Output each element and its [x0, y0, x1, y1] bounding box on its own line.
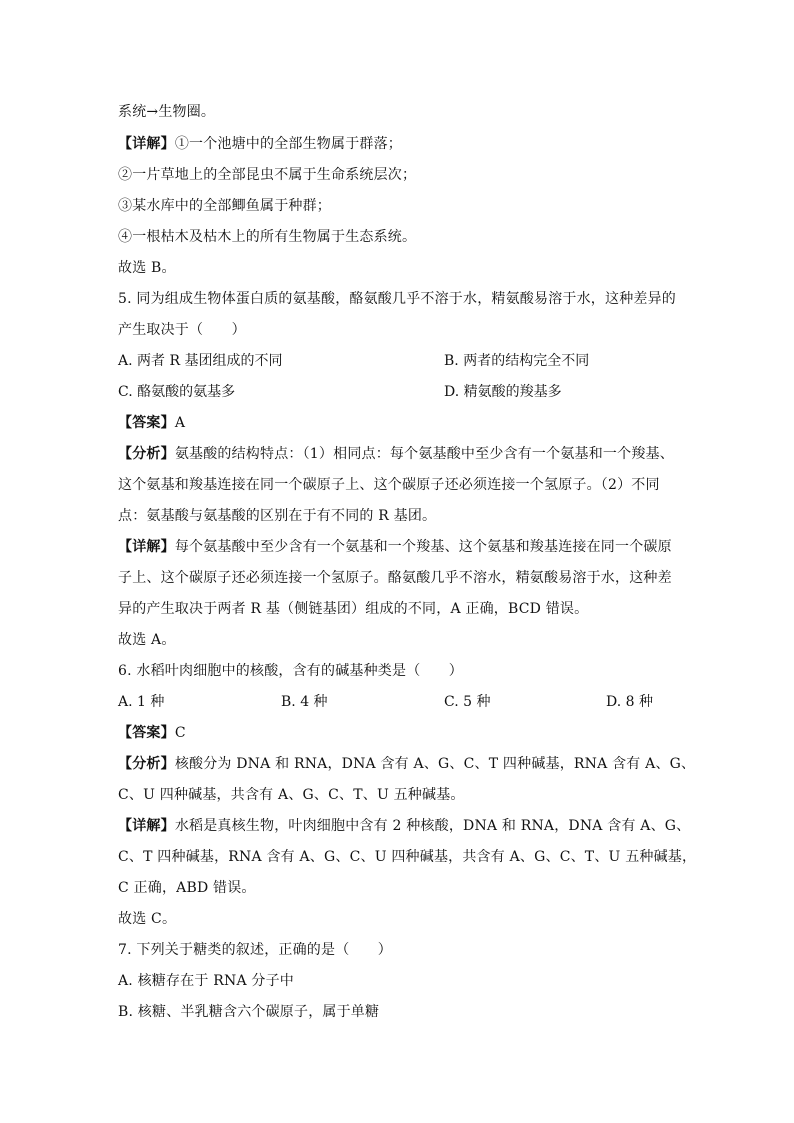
question-6-option-a: A. 1 种 — [118, 694, 165, 710]
text-line: C 正确，ABD 错误。 — [118, 880, 256, 896]
text-line: 点：氨基酸与氨基酸的区别在于有不同的 R 基团。 — [118, 508, 437, 524]
question-6-answer — [118, 723, 186, 743]
text-span: 核酸分为 DNA 和 RNA，DNA 含有 A、G、C、T 四种碱基，RNA 含有 A、G、 — [174, 756, 696, 772]
detail-tag: 【详解】 — [118, 539, 175, 555]
analysis-tag: 【分析】 — [118, 446, 175, 462]
question-7-stem: 7. 下列关于糖类的叙述，正确的是（ ） — [118, 942, 393, 958]
question-7-option-a: A. 核糖存在于 RNA 分子中 — [118, 973, 295, 989]
text-line: 子上、这个碳原子还必须连接一个氢原子。酪氨酸几乎不溶水，精氨酸易溶于水，这种差 — [118, 570, 672, 586]
question-5-answer — [118, 413, 185, 433]
question-5-option-d: D. 精氨酸的羧基多 — [444, 384, 562, 400]
text-line: ③某水库中的全部鲫鱼属于种群； — [118, 198, 331, 214]
conclusion-line: 故选 B。 — [118, 260, 176, 276]
text-span: 氨基酸的结构特点：（1）相同点：每个氨基酸中至少含有一个氨基和一个羧基、 — [174, 446, 674, 462]
analysis-tag: 【分析】 — [118, 756, 175, 772]
question-6-stem: 6. 水稻叶肉细胞中的核酸，含有的碱基种类是（ ） — [118, 663, 464, 679]
question-7-option-b: B. 核糖、半乳糖含六个碳原子，属于单糖 — [118, 1004, 380, 1020]
question-5-detail — [118, 537, 672, 557]
answer-value: C — [174, 725, 186, 741]
question-6-option-b: B. 4 种 — [281, 694, 328, 710]
question-5-stem-cont: 产生取决于（ ） — [118, 322, 246, 338]
answer-value: A — [174, 415, 186, 431]
text-span: 每个氨基酸中至少含有一个氨基和一个羧基、这个氨基和羧基连接在同一个碳原 — [174, 539, 672, 555]
text-line: 异的产生取决于两者 R 基（侧链基团）组成的不同，A 正确，BCD 错误。 — [118, 601, 589, 617]
text-line: ②一片草地上的全部昆虫不属于生命系统层次； — [118, 167, 417, 183]
answer-tag: 【答案】 — [118, 725, 175, 741]
text-span: ①一个池塘中的全部生物属于群落； — [174, 136, 403, 152]
answer-tag: 【答案】 — [118, 415, 175, 431]
question-6-analysis — [118, 754, 695, 774]
detail-tag: 【详解】 — [118, 136, 175, 152]
detail-paragraph — [118, 134, 402, 154]
conclusion-line: 故选 A。 — [118, 632, 176, 648]
question-6-option-d: D. 8 种 — [606, 694, 653, 710]
question-6-option-c: C. 5 种 — [444, 694, 491, 710]
text-line: 这个氨基和羧基连接在同一个碳原子上、这个碳原子还必须连接一个氢原子。（2）不同 — [118, 477, 660, 493]
question-5-analysis — [118, 444, 674, 464]
text-line: ④一根枯木及枯木上的所有生物属于生态系统。 — [118, 229, 417, 245]
text-line: C、U 四种碱基，共含有 A、G、C、T、U 五种碱基。 — [118, 787, 465, 803]
text-span: 水稻是真核生物，叶肉细胞中含有 2 种核酸，DNA 和 RNA，DNA 含有 A、G、 — [174, 818, 691, 834]
question-5-option-b: B. 两者的结构完全不同 — [444, 353, 590, 369]
question-5-stem: 5. 同为组成生物体蛋白质的氨基酸，酪氨酸几乎不溶于水，精氨酸易溶于水，这种差异的 — [118, 291, 677, 307]
text-line: 系统→生物圈。 — [118, 104, 216, 120]
detail-tag: 【详解】 — [118, 818, 175, 834]
text-line: C、T 四种碱基，RNA 含有 A、G、C、U 四种碱基，共含有 A、G、C、T、U 五种碱基， — [118, 849, 697, 865]
question-6-detail — [118, 816, 690, 836]
question-5-option-c: C. 酪氨酸的氨基多 — [118, 384, 236, 400]
question-5-option-a: A. 两者 R 基团组成的不同 — [118, 353, 283, 369]
conclusion-line: 故选 C。 — [118, 911, 177, 927]
